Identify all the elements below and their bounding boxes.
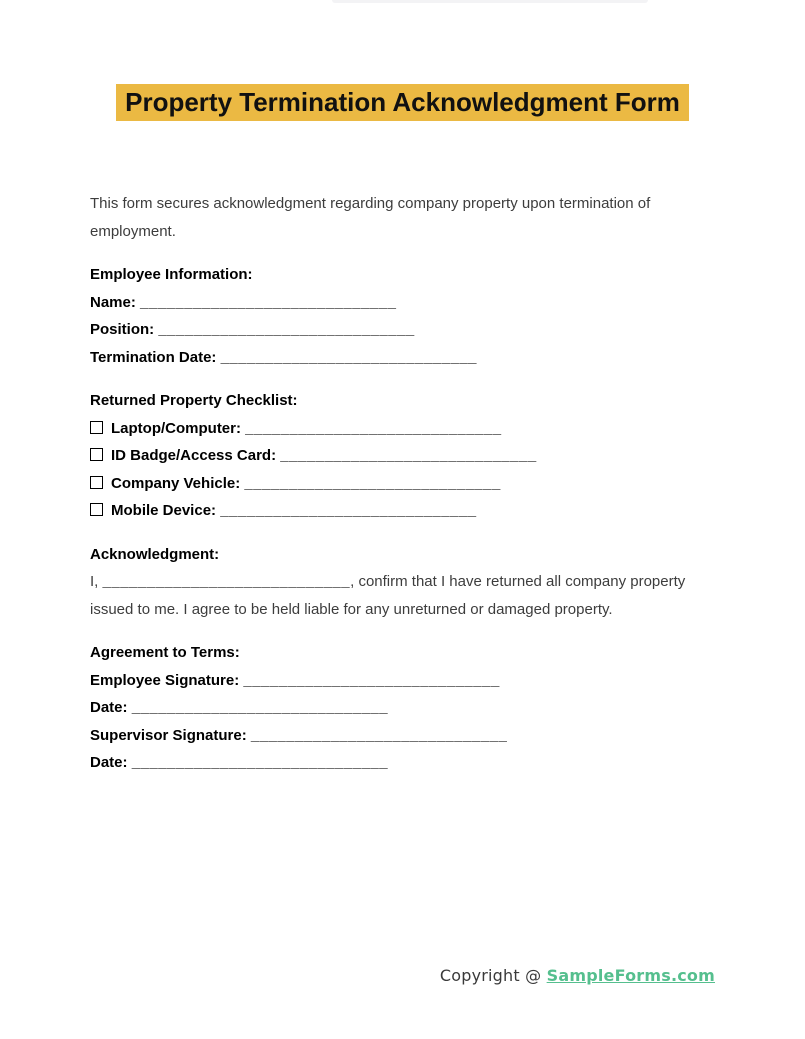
- checklist-section: [90, 387, 712, 525]
- acknowledgment-section: [90, 541, 712, 624]
- field-label: Employee Signature:: [90, 671, 240, 689]
- fill-in-blank: _____________________________: [244, 474, 501, 492]
- section-heading: Agreement to Terms:: [90, 644, 240, 661]
- fill-in-blank: _____________________________: [158, 321, 415, 338]
- acknowledgment-heading-row: [90, 541, 712, 569]
- intro-paragraph: This form secures acknowledgment regarding company property upon termination of employment.: [90, 195, 651, 240]
- section-heading: Returned Property Checklist:: [90, 392, 298, 409]
- field-row-position: [90, 316, 712, 344]
- field-label: Laptop/Computer:: [111, 419, 241, 437]
- checklist-item-laptop: [90, 415, 712, 443]
- checkbox-icon[interactable]: [90, 448, 103, 461]
- statement-suffix: , confirm that I have returned all company property issued to me. I agree to be held liable for any unreturned or damaged property.: [90, 573, 686, 618]
- page-top-artifact: [332, 0, 648, 3]
- field-label: Date:: [90, 754, 128, 771]
- checklist-heading-row: [90, 387, 712, 415]
- fill-in-blank: ____________________________: [102, 573, 351, 590]
- acknowledgment-statement: [90, 568, 712, 623]
- field-row-termination-date: [90, 344, 712, 372]
- fill-in-blank: _____________________________: [140, 293, 397, 311]
- fill-in-blank: _____________________________: [245, 419, 502, 437]
- fill-in-blank: _____________________________: [220, 348, 478, 366]
- field-label: ID Badge/Access Card:: [111, 447, 277, 464]
- field-row-supervisor-signature: [90, 722, 712, 750]
- field-row-employee-signature: [90, 667, 712, 695]
- fill-in-blank: _____________________________: [243, 671, 500, 689]
- employee-info-heading-row: [90, 261, 712, 289]
- field-label: Date:: [90, 699, 128, 716]
- field-label: Mobile Device:: [111, 502, 217, 519]
- checklist-item-company-vehicle: [90, 470, 712, 498]
- checkbox-icon[interactable]: [90, 503, 103, 516]
- field-row-name: [90, 289, 712, 317]
- field-label: Termination Date:: [90, 348, 217, 366]
- statement-prefix: I,: [90, 573, 99, 590]
- fill-in-blank: _____________________________: [131, 699, 389, 716]
- field-row-supervisor-date: [90, 749, 712, 777]
- field-row-employee-date: [90, 694, 712, 722]
- fill-in-blank: _____________________________: [131, 754, 389, 771]
- employee-info-section: [90, 261, 712, 371]
- field-label: Position:: [90, 321, 155, 338]
- checklist-item-mobile-device: [90, 497, 712, 525]
- checkbox-icon[interactable]: [90, 421, 103, 434]
- page-title-highlight: Property Termination Acknowledgment Form: [116, 84, 689, 121]
- sampleforms-link[interactable]: SampleForms.com: [546, 966, 715, 985]
- checkbox-icon[interactable]: [90, 476, 103, 489]
- copyright-text: Copyright @: [439, 966, 542, 985]
- field-label: Company Vehicle:: [111, 474, 241, 492]
- checklist-item-id-badge: [90, 442, 712, 470]
- page-title: [0, 84, 805, 121]
- agreement-section: [90, 639, 712, 777]
- field-label: Name:: [90, 293, 136, 311]
- section-heading: Acknowledgment:: [90, 545, 220, 563]
- document-body: [90, 190, 712, 777]
- section-heading: Employee Information:: [90, 266, 253, 283]
- fill-in-blank: _____________________________: [280, 447, 537, 464]
- fill-in-blank: _____________________________: [220, 502, 477, 519]
- field-label: Supervisor Signature:: [90, 726, 247, 744]
- fill-in-blank: _____________________________: [250, 726, 508, 744]
- footer: [440, 966, 715, 985]
- agreement-heading-row: [90, 639, 712, 667]
